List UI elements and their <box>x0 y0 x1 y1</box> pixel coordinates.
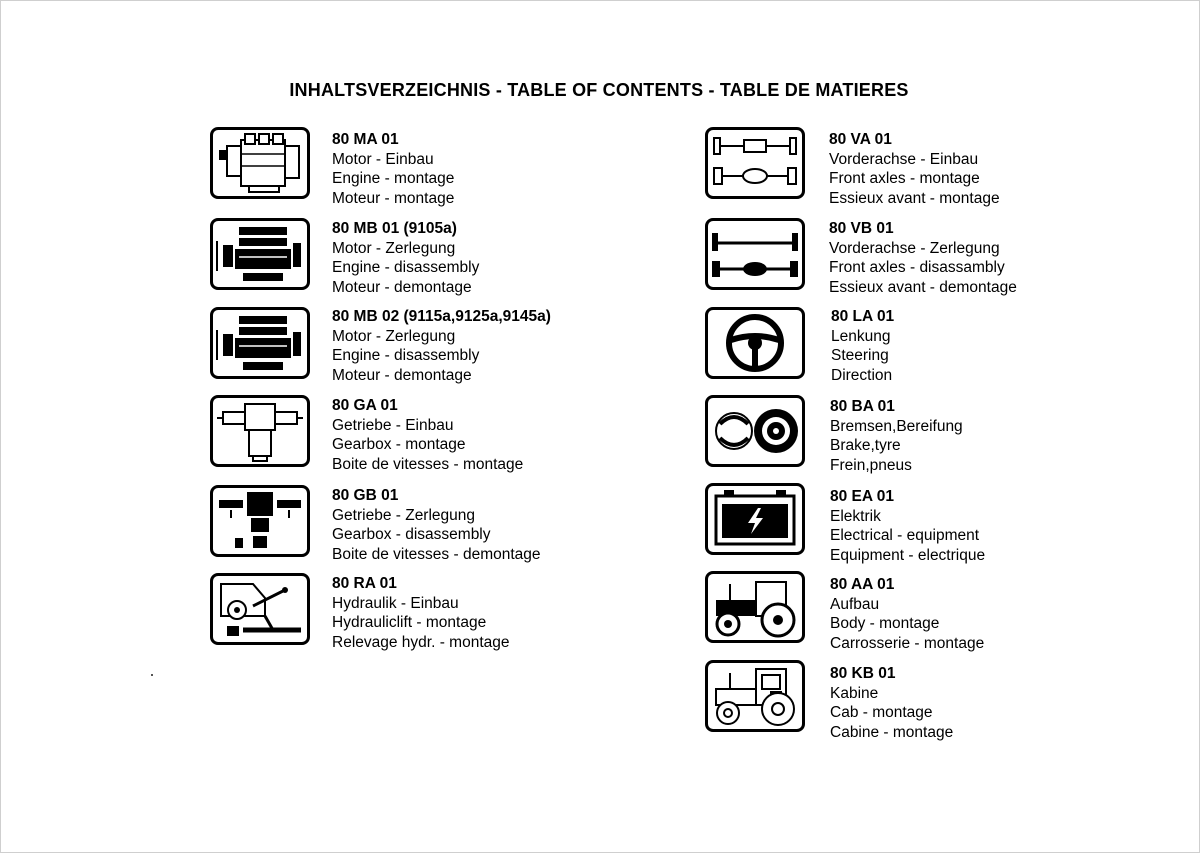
toc-label-de: Vorderachse - Einbau <box>829 150 979 168</box>
gearbox-disassembly-icon <box>210 485 310 557</box>
toc-label-fr: Relevage hydr. - montage <box>332 633 510 651</box>
toc-label-de: Motor - Einbau <box>332 150 434 168</box>
front-axle-disassembly-icon <box>705 218 805 290</box>
toc-label-fr: Essieux avant - demontage <box>829 278 1017 296</box>
toc-label-en: Gearbox - disassembly <box>332 526 491 543</box>
hydraulic-lift-icon <box>210 573 310 645</box>
toc-label-en: Engine - disassembly <box>332 347 480 364</box>
toc-code: 80 KB 01 <box>830 665 896 682</box>
toc-label-fr: Boite de vitesses - demontage <box>332 545 541 563</box>
toc-label-de: Lenkung <box>831 327 891 345</box>
toc-label-de: Kabine <box>830 684 879 702</box>
toc-label-en: Body - montage <box>830 615 940 632</box>
toc-code: 80 GB 01 <box>332 487 399 504</box>
toc-label-en: Hydrauliclift - montage <box>332 614 487 631</box>
toc-label-de: Aufbau <box>830 595 880 613</box>
toc-label-fr: Cabine - montage <box>830 723 954 741</box>
toc-code: 80 VB 01 <box>829 220 894 237</box>
front-axle-mounting-icon <box>705 127 805 199</box>
page-title: INHALTSVERZEICHNIS - TABLE OF CONTENTS - TABLE DE MATIERES <box>289 80 909 100</box>
scan-speck <box>151 674 153 676</box>
gearbox-mounting-icon <box>210 395 310 467</box>
toc-label-fr: Boite de vitesses - montage <box>332 455 524 473</box>
engine-disassembly-icon <box>210 307 310 379</box>
toc-label-en: Engine - montage <box>332 170 455 187</box>
toc-label-en: Front axles - disassambly <box>829 259 1005 276</box>
tractor-body-icon <box>705 571 805 643</box>
toc-code: 80 MB 02 (9115a,9125a,9145a) <box>332 308 551 325</box>
engine-mounting-icon <box>210 127 310 199</box>
toc-label-de: Getriebe - Zerlegung <box>332 506 476 524</box>
toc-label-de: Motor - Zerlegung <box>332 239 456 257</box>
steering-wheel-icon <box>705 307 805 379</box>
toc-code: 80 AA 01 <box>830 576 895 593</box>
toc-label-fr: Carrosserie - montage <box>830 634 985 652</box>
toc-label-de: Hydraulik - Einbau <box>332 594 459 612</box>
toc-label-de: Getriebe - Einbau <box>332 416 454 434</box>
toc-label-de: Vorderachse - Zerlegung <box>829 239 1000 257</box>
toc-label-en: Brake,tyre <box>830 437 901 454</box>
toc-label-en: Cab - montage <box>830 704 933 721</box>
brake-tyre-icon <box>705 395 805 467</box>
toc-label-fr: Equipment - electrique <box>830 546 986 564</box>
toc-label-fr: Moteur - demontage <box>332 278 472 296</box>
toc-label-de: Elektrik <box>830 507 881 525</box>
toc-label-fr: Direction <box>831 366 893 384</box>
toc-code: 80 EA 01 <box>830 488 895 505</box>
toc-label-en: Engine - disassembly <box>332 259 480 276</box>
toc-label-en: Front axles - montage <box>829 170 980 187</box>
toc-code: 80 MB 01 (9105a) <box>332 220 457 237</box>
toc-label-de: Bremsen,Bereifung <box>830 417 963 435</box>
toc-label-fr: Moteur - demontage <box>332 366 472 384</box>
toc-code: 80 VA 01 <box>829 131 892 148</box>
tractor-cab-icon <box>705 660 805 732</box>
battery-electrical-icon <box>705 483 805 555</box>
toc-label-en: Electrical - equipment <box>830 527 980 544</box>
toc-label-de: Motor - Zerlegung <box>332 327 456 345</box>
toc-label-en: Gearbox - montage <box>332 436 466 453</box>
toc-label-fr: Moteur - montage <box>332 189 455 207</box>
toc-label-fr: Essieux avant - montage <box>829 189 1000 207</box>
toc-label-fr: Frein,pneus <box>830 456 912 474</box>
toc-code: 80 MA 01 <box>332 131 399 148</box>
toc-code: 80 LA 01 <box>831 308 895 325</box>
toc-code: 80 BA 01 <box>830 398 895 415</box>
engine-disassembly-icon <box>210 218 310 290</box>
toc-code: 80 RA 01 <box>332 575 397 592</box>
toc-label-en: Steering <box>831 347 889 364</box>
toc-code: 80 GA 01 <box>332 397 398 414</box>
